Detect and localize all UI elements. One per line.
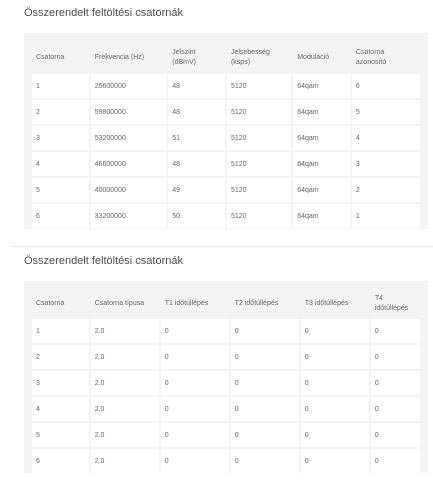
table-row xyxy=(32,371,420,395)
table-row xyxy=(32,204,420,228)
table-cell: 59800000 xyxy=(91,100,167,124)
table-cell: 6 xyxy=(32,449,89,473)
table-cell: 64qam xyxy=(293,204,350,228)
channels-table-1 xyxy=(30,39,422,230)
table-cell: 5120 xyxy=(227,126,291,150)
channels-table-2-container xyxy=(24,281,428,473)
section-title-table-2: Összerendelt feltöltési csatornák xyxy=(24,255,183,267)
table-cell: 0 xyxy=(161,371,229,395)
table-cell: 48 xyxy=(168,74,225,98)
table-cell: 0 xyxy=(231,449,299,473)
channels-table-2 xyxy=(30,287,422,475)
table-cell: 40000000 xyxy=(91,178,167,202)
table-cell: 0 xyxy=(371,449,420,473)
column-header: T3 időtúllépés xyxy=(301,289,369,317)
table-cell: 0 xyxy=(161,449,229,473)
table-cell: 2 xyxy=(32,100,89,124)
table-cell: 5120 xyxy=(227,204,291,228)
table-cell: 64qam xyxy=(293,178,350,202)
table-cell: 0 xyxy=(371,345,420,369)
column-header: T1 időtúllépés xyxy=(161,289,229,317)
table-cell: 2 xyxy=(352,178,420,202)
table-row xyxy=(32,126,420,150)
column-header: Csatorna xyxy=(32,289,89,317)
column-header: Frekvencia (Hz) xyxy=(91,41,167,72)
column-header: Csatorna típusa xyxy=(91,289,159,317)
table-cell: 0 xyxy=(231,319,299,343)
table-cell: 48 xyxy=(168,100,225,124)
column-header: Jelsebesség (ksps) xyxy=(227,41,291,72)
table-cell: 1 xyxy=(32,319,89,343)
table-cell: 0 xyxy=(231,397,299,421)
table-cell: 0 xyxy=(371,319,420,343)
table-cell: 0 xyxy=(371,397,420,421)
table-cell: 3 xyxy=(32,371,89,395)
table-cell: 64qam xyxy=(293,126,350,150)
channels-table-1-container xyxy=(24,33,428,229)
table-cell: 2 xyxy=(32,345,89,369)
table-cell: 0 xyxy=(301,371,369,395)
table-row xyxy=(32,423,420,447)
table-cell: 1 xyxy=(352,204,420,228)
column-header: Jelszint (dBmV) xyxy=(168,41,225,72)
table-cell: 5 xyxy=(352,100,420,124)
table-cell: 2.0 xyxy=(91,449,159,473)
table-row xyxy=(32,100,420,124)
table-cell: 0 xyxy=(371,423,420,447)
table-cell: 2.0 xyxy=(91,371,159,395)
table-cell: 0 xyxy=(161,319,229,343)
table-row xyxy=(32,345,420,369)
table-cell: 6 xyxy=(32,204,89,228)
table-cell: 64qam xyxy=(293,152,350,176)
table-row xyxy=(32,152,420,176)
table-cell: 5120 xyxy=(227,178,291,202)
table-cell: 6 xyxy=(352,74,420,98)
table-row xyxy=(32,178,420,202)
table-row xyxy=(32,319,420,343)
column-header: T4 időtúllépés xyxy=(371,289,420,317)
table-cell: 49 xyxy=(168,178,225,202)
table-cell: 51 xyxy=(168,126,225,150)
table-cell: 5120 xyxy=(227,152,291,176)
column-header: Csatorna azonosító xyxy=(352,41,420,72)
table-cell: 46600000 xyxy=(91,152,167,176)
table-cell: 2.0 xyxy=(91,345,159,369)
table-cell: 0 xyxy=(301,319,369,343)
table-cell: 0 xyxy=(301,345,369,369)
table-row xyxy=(32,74,420,98)
table-row xyxy=(32,449,420,473)
table-cell: 0 xyxy=(231,345,299,369)
table-cell: 3 xyxy=(32,126,89,150)
table-cell: 5 xyxy=(32,178,89,202)
table-cell: 0 xyxy=(231,423,299,447)
table-cell: 50 xyxy=(168,204,225,228)
table-cell: 2.0 xyxy=(91,423,159,447)
table-header-row xyxy=(32,41,420,72)
table-cell: 0 xyxy=(301,423,369,447)
table-cell: 3 xyxy=(352,152,420,176)
table-cell: 64qam xyxy=(293,100,350,124)
table-cell: 0 xyxy=(231,371,299,395)
table-cell: 4 xyxy=(352,126,420,150)
table-header-row xyxy=(32,289,420,317)
section-divider xyxy=(12,246,433,247)
table-cell: 1 xyxy=(32,74,89,98)
table-cell: 0 xyxy=(301,449,369,473)
column-header: Csatorna xyxy=(32,41,89,72)
section-title-table-1: Összerendelt feltöltési csatornák xyxy=(24,7,183,19)
table-row xyxy=(32,397,420,421)
column-header: T2 időtúllépés xyxy=(231,289,299,317)
table-cell: 33200000 xyxy=(91,204,167,228)
column-header: Moduláció xyxy=(293,41,350,72)
table-cell: 48 xyxy=(168,152,225,176)
table-cell: 0 xyxy=(161,345,229,369)
table-cell: 5120 xyxy=(227,74,291,98)
table-cell: 2.0 xyxy=(91,319,159,343)
table-cell: 5 xyxy=(32,423,89,447)
table-cell: 2.0 xyxy=(91,397,159,421)
table-cell: 26600000 xyxy=(91,74,167,98)
table-cell: 4 xyxy=(32,397,89,421)
table-cell: 0 xyxy=(161,423,229,447)
table-cell: 0 xyxy=(371,371,420,395)
table-cell: 5120 xyxy=(227,100,291,124)
table-cell: 64qam xyxy=(293,74,350,98)
table-cell: 53200000 xyxy=(91,126,167,150)
table-cell: 0 xyxy=(301,397,369,421)
table-cell: 0 xyxy=(161,397,229,421)
table-cell: 4 xyxy=(32,152,89,176)
